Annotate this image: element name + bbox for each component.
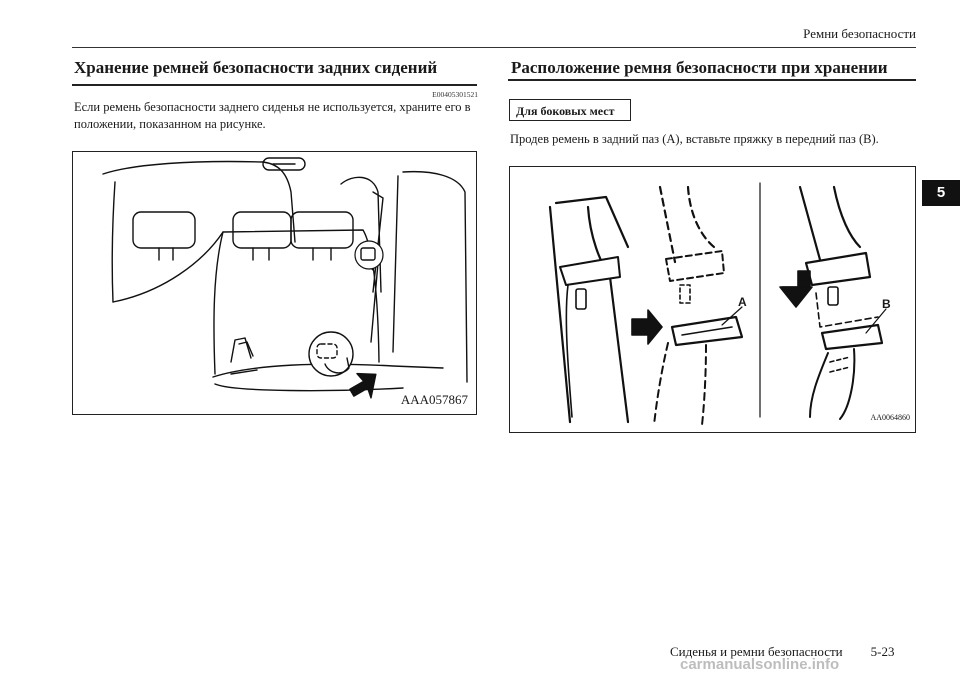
- chapter-tab: 5: [922, 180, 960, 206]
- right-body-text: Продев ремень в задний паз (А), вставьте пряжку в передний паз (В).: [510, 132, 879, 146]
- right-section-title: Расположение ремня безопасности при хранении: [511, 58, 888, 77]
- slot-a-callout: A: [738, 295, 747, 309]
- running-header: Ремни безопасности: [803, 26, 916, 41]
- left-section-title: Хранение ремней безопасности задних сидений: [74, 58, 438, 77]
- right-figure-code: AA0064860: [870, 413, 910, 422]
- slot-b-callout: B: [882, 297, 891, 311]
- header-rule: [72, 47, 916, 48]
- right-title-rule: [508, 79, 916, 81]
- section-code: E00405301521: [432, 90, 478, 99]
- page-number: 5-23: [870, 644, 895, 659]
- footer-section: Сиденья и ремни безопасности: [670, 644, 843, 659]
- left-title-rule: [72, 84, 477, 86]
- belt-storage-illustration: [509, 166, 916, 433]
- left-body-text: Если ремень безопасности заднего сиденья не используется, храните его в положении, показанном на рисунке.: [74, 100, 471, 131]
- side-seats-label: Для боковых мест: [509, 99, 631, 121]
- watermark: carmanualsonline.info: [680, 656, 840, 673]
- left-figure-code: AAA057867: [400, 392, 468, 407]
- rear-seat-illustration: [72, 151, 477, 415]
